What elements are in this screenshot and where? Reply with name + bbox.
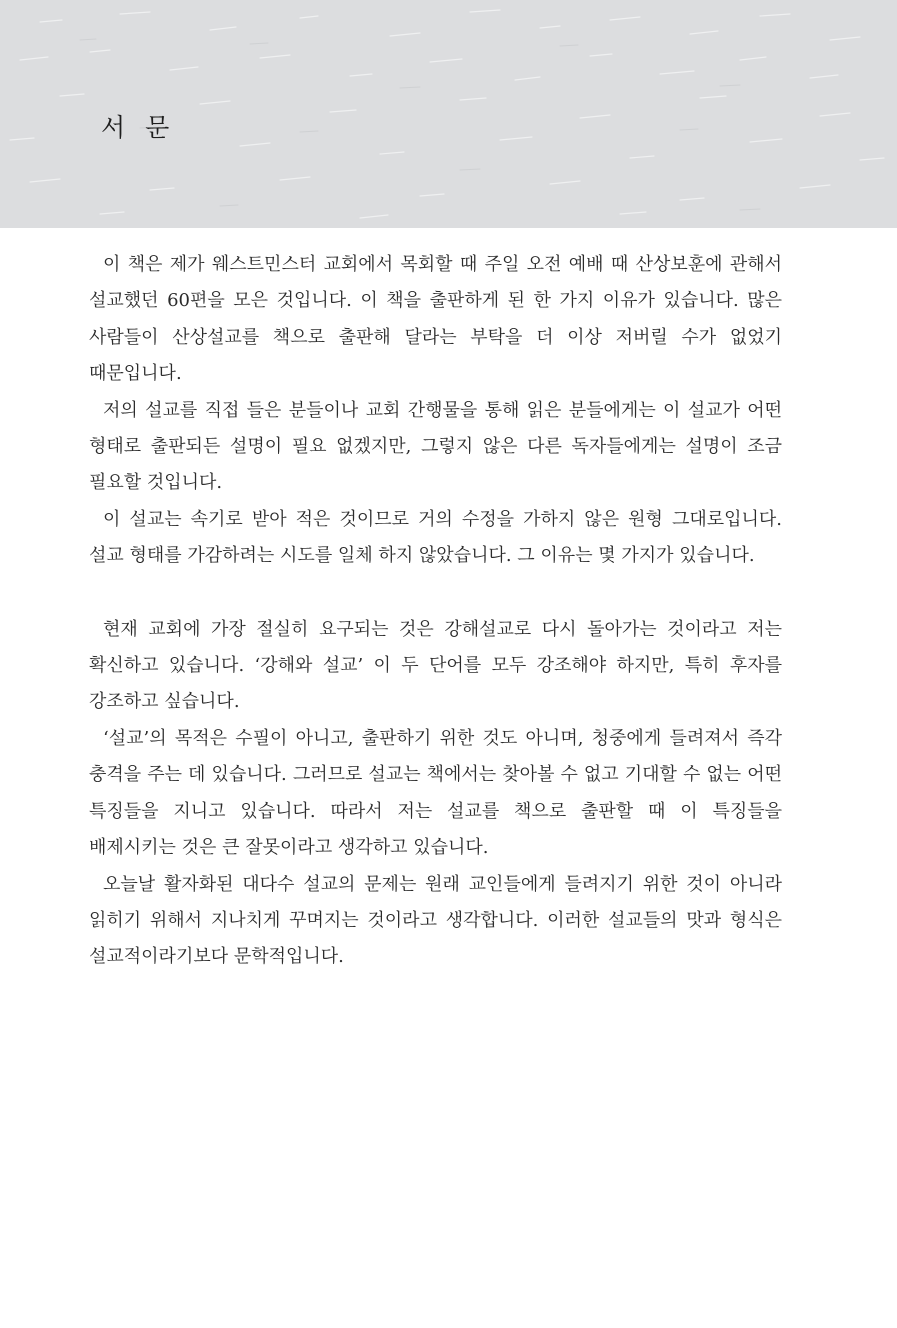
paragraph: 현재 교회에 가장 절실히 요구되는 것은 강해설교로 다시 돌아가는 것이라고 저는 확신하고 있습니다. ‘강해와 설교’ 이 두 단어를 모두 강조해야 하지만, 특히 후자를 강조하고 싶습니다. <box>89 618 782 713</box>
paragraph: 이 설교는 속기로 받아 적은 것이므로 거의 수정을 가하지 않은 원형 그대로입니다. 설교 형태를 가감하려는 시도를 일체 하지 않았습니다. 그 이유는 몇 가지가 있습니다. <box>89 508 782 567</box>
body-text <box>89 247 782 976</box>
paragraph: 이 책은 제가 웨스트민스터 교회에서 목회할 때 주일 오전 예배 때 산상보훈에 관해서 설교했던 60편을 모은 것입니다. 이 책을 출판하게 된 한 가지 이유가 있습니다. 많은 사람들이 산상설교를 책으로 출판해 달라는 부탁을 더 이상 저버릴 수가 없었기 때문입니다. <box>89 254 782 385</box>
section-gap <box>89 575 782 612</box>
header-band <box>0 0 897 228</box>
paragraph: 오늘날 활자화된 대다수 설교의 문제는 원래 교인들에게 들려지기 위한 것이 아니라 읽히기 위해서 지나치게 꾸며지는 것이라고 생각합니다. 이러한 설교들의 맛과 형식은 설교적이라기보다 문학적입니다. <box>89 873 782 968</box>
paragraph: ‘설교’의 목적은 수필이 아니고, 출판하기 위한 것도 아니며, 청중에게 들려져서 즉각 충격을 주는 데 있습니다. 그러므로 설교는 책에서는 찾아볼 수 없고 기대할 수 없는 어떤 특징들을 지니고 있습니다. 따라서 저는 설교를 책으로 출판할 때 이 특징들을 배제시키는 것은 큰 잘못이라고 생각하고 있습니다. <box>89 727 782 859</box>
chapter-title: 서 문 <box>101 113 176 142</box>
paragraph: 저의 설교를 직접 들은 분들이나 교회 간행물을 통해 읽은 분들에게는 이 설교가 어떤 형태로 출판되든 설명이 필요 없겠지만, 그렇지 않은 다른 독자들에게는 설명이 조금 필요할 것입니다. <box>89 399 782 494</box>
